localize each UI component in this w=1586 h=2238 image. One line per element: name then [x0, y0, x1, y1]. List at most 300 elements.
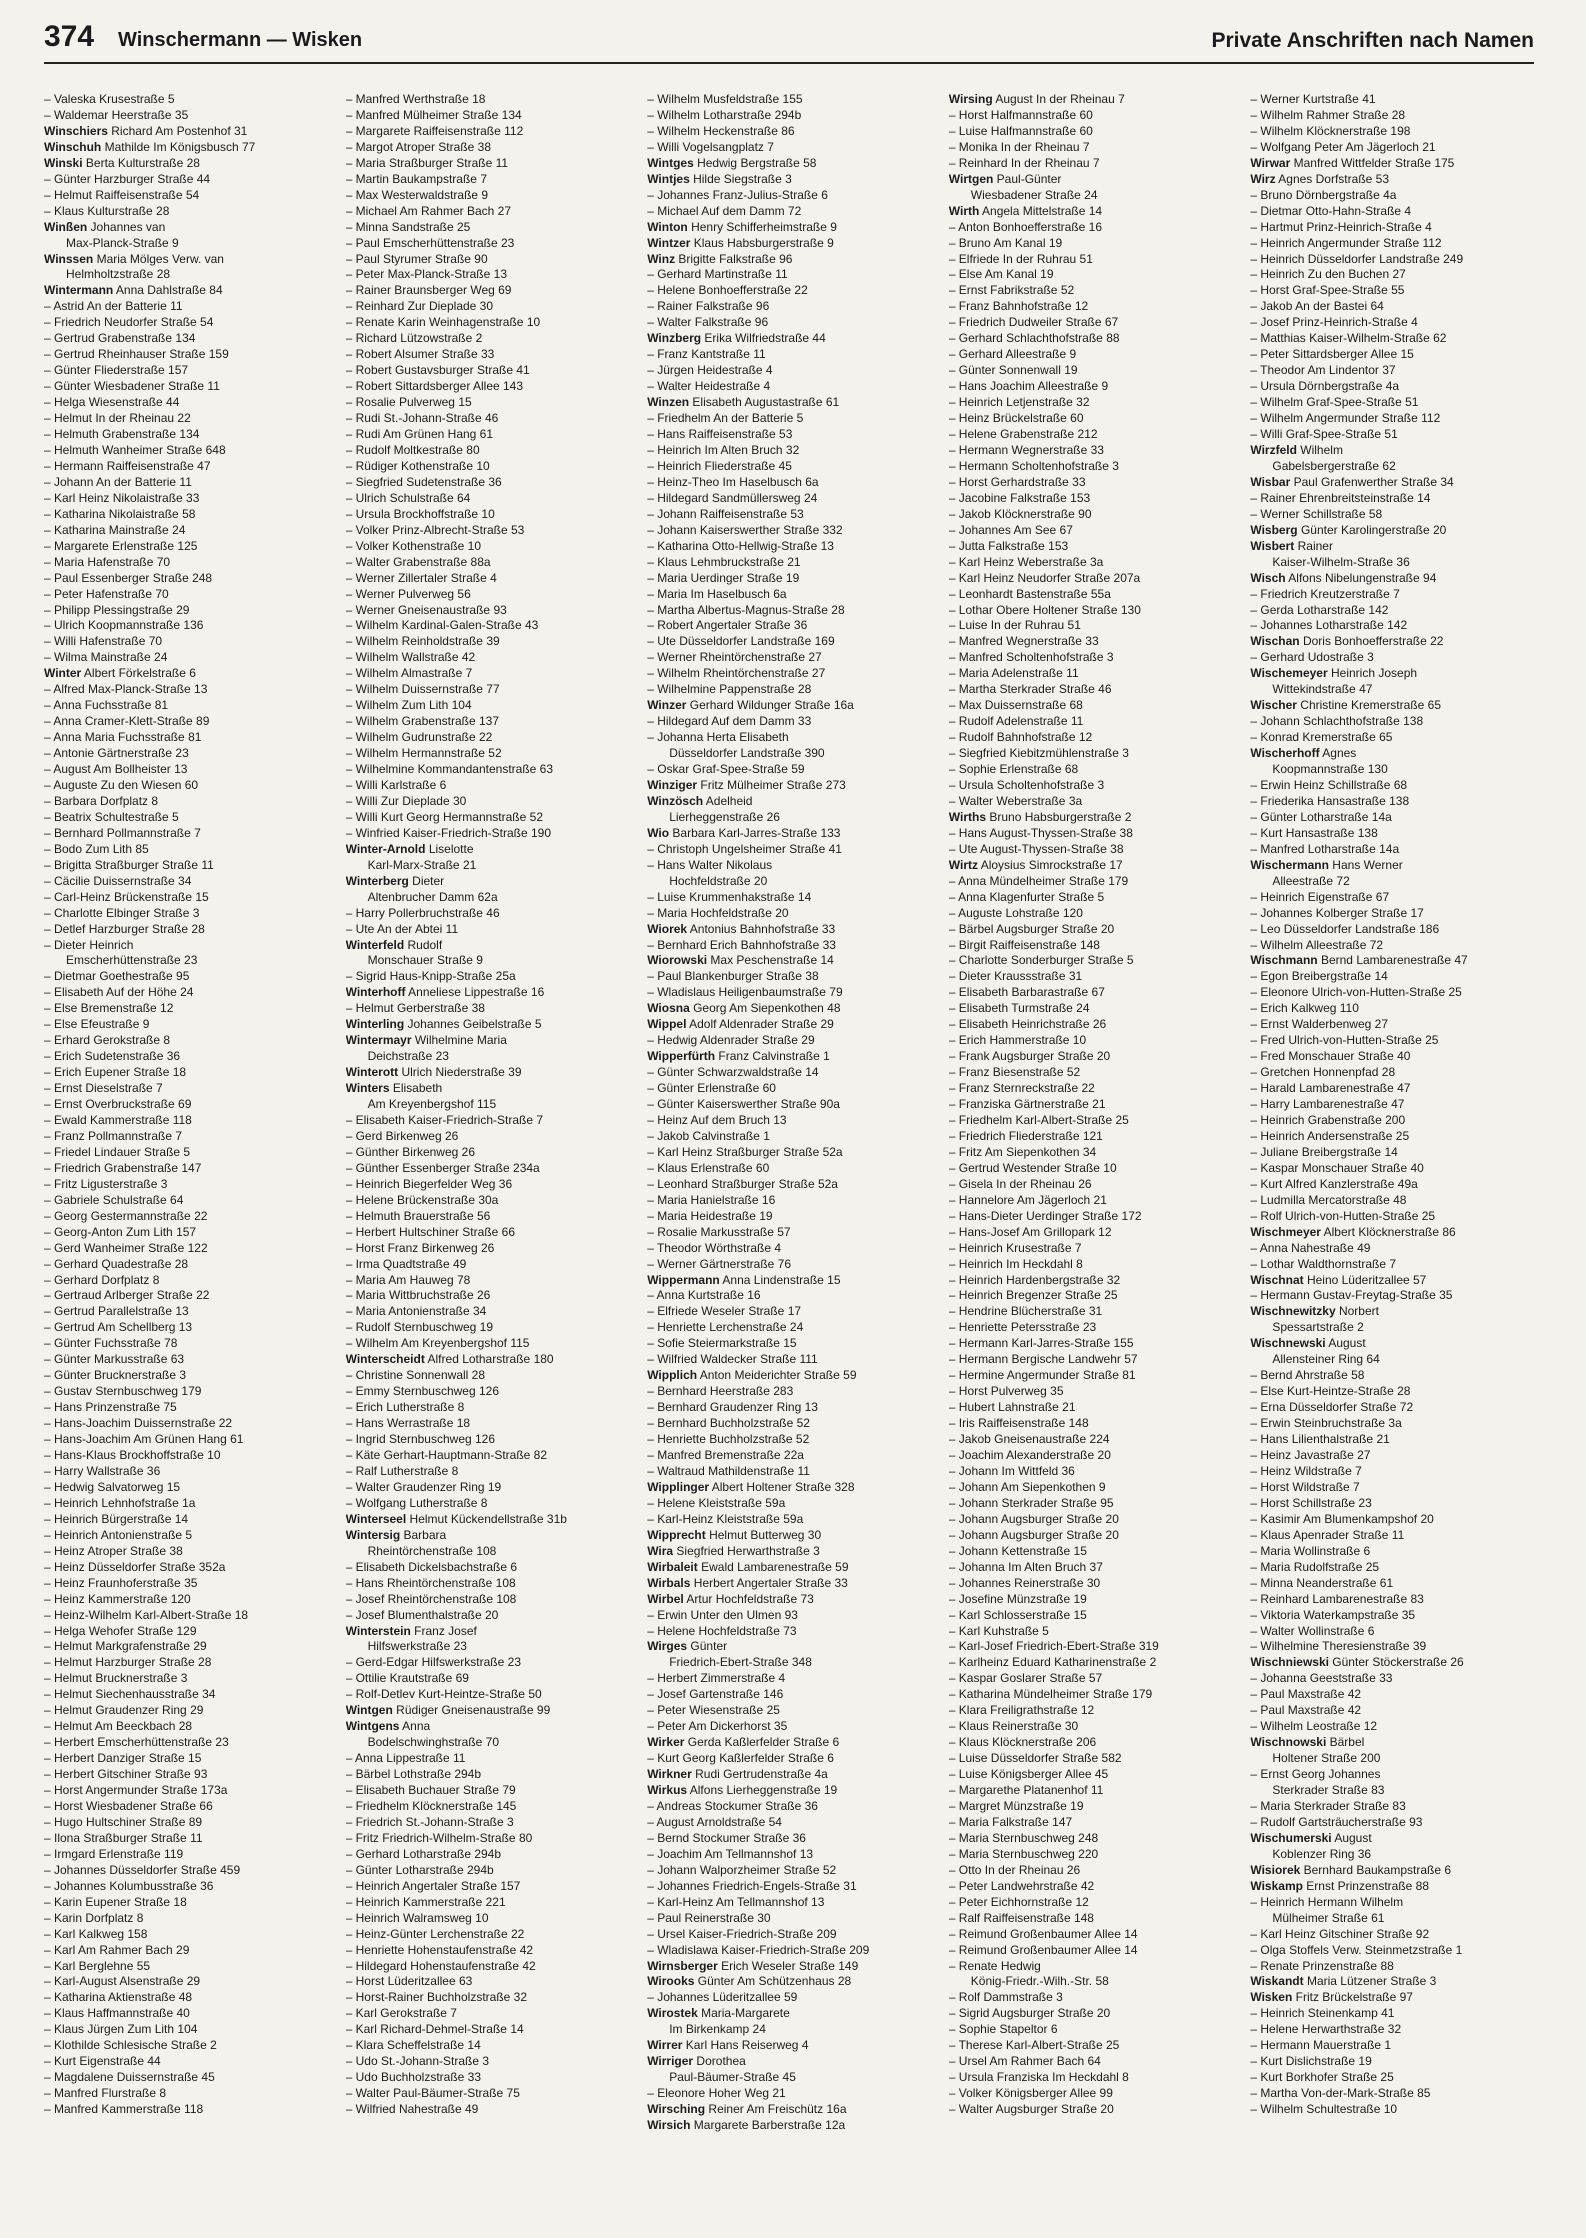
surname: Wisberg: [1250, 522, 1298, 537]
directory-entry: [44, 1464, 330, 1480]
directory-entry: [949, 682, 1235, 698]
entry-text: – Franz Bahnhofstraße 12: [948, 299, 1089, 314]
entry-text: – Paul Essenberger Straße 248: [44, 570, 213, 585]
entry-text: – Manfred Werthstraße 18: [345, 92, 486, 106]
entry-text: – Hans Lilienthalstraße 21: [1250, 1432, 1390, 1447]
directory-entry: [44, 2102, 330, 2118]
directory-entry: [647, 252, 933, 268]
directory-entry: [647, 2102, 933, 2118]
entry-text: – Gabriele Schulstraße 64: [44, 1192, 184, 1207]
directory-entry: [346, 906, 632, 922]
entry-text: – Horst Halfmannstraße 60: [948, 107, 1093, 122]
entry-text: – Günter Erlenstraße 60: [647, 1081, 776, 1096]
directory-entry: [949, 810, 1235, 826]
entry-text: Dieter: [408, 873, 445, 888]
directory-entry: [1250, 92, 1536, 108]
entry-text: – Fred Ulrich-von-Hutten-Straße 25: [1250, 1033, 1439, 1048]
entry-text: – Bruno Dörnbergstraße 4a: [1250, 187, 1397, 202]
directory-entry: [44, 315, 330, 331]
entry-text: – Käte Gerhart-Hauptmann-Straße 82: [345, 1448, 548, 1463]
directory-entry: [949, 1241, 1235, 1257]
directory-entry: [949, 252, 1235, 268]
directory-entry: [44, 1815, 330, 1831]
entry-text: – Kurt Alfred Kanzlerstraße 49a: [1250, 1176, 1418, 1191]
entry-text: – Gerd-Edgar Hilfswerkstraße 23: [345, 1655, 521, 1670]
entry-text: Artur Hochfeldstraße 73: [683, 1591, 814, 1606]
entry-text: – Martha Von-der-Mark-Straße 85: [1250, 2086, 1431, 2101]
entry-text: Franz Calvinstraße 1: [715, 1049, 830, 1064]
directory-entry: [346, 1161, 632, 1177]
directory-entry: [647, 1145, 933, 1161]
entry-text: – Sigrid Augsburger Straße 20: [948, 2006, 1111, 2021]
entry-text: – Henriette Petersstraße 23: [948, 1320, 1097, 1335]
directory-entry: [1250, 874, 1536, 890]
entry-text: – Ulrich Schulstraße 64: [345, 490, 471, 505]
entry-text: – Iris Raiffeisenstraße 148: [948, 1416, 1089, 1431]
entry-text: – Johannes Düsseldorfer Straße 459: [44, 1862, 241, 1877]
entry-text: – Karl Schlosserstraße 15: [948, 1607, 1087, 1622]
directory-entry: [647, 730, 933, 746]
surname: Wira: [647, 1543, 674, 1558]
entry-text: – Wilhelm Lotharstraße 294b: [647, 107, 802, 122]
entry-text: – Anna Kurtstraße 16: [647, 1288, 761, 1303]
surname: Wirges: [647, 1639, 688, 1654]
entry-text: – Antonie Gärtnerstraße 23: [44, 746, 189, 761]
directory-entry: [1250, 1815, 1536, 1831]
entry-text: – Udo Buchholzstraße 33: [345, 2070, 482, 2085]
entry-text: – Otto In der Rheinau 26: [948, 1862, 1081, 1877]
entry-text: – Helmut Harzburger Straße 28: [44, 1655, 212, 1670]
entry-text: – Gustav Sternbuschweg 179: [44, 1384, 202, 1399]
entry-text: – Walter Heidestraße 4: [647, 379, 771, 394]
directory-entry: [949, 1879, 1235, 1895]
directory-entry: [346, 1974, 632, 1990]
surname: Wischumerski: [1250, 1830, 1332, 1845]
entry-text: Am Kreyenbergshof 115: [367, 1097, 497, 1112]
directory-entry: [44, 1943, 330, 1959]
directory-entry: [647, 1783, 933, 1799]
directory-entry: [346, 1081, 632, 1097]
entry-text: Alfons Nibelungenstraße 94: [1285, 570, 1437, 585]
directory-entry: [346, 1815, 632, 1831]
directory-entry: [44, 299, 330, 315]
surname: Winski: [44, 155, 83, 170]
directory-entry: [647, 267, 933, 283]
directory-entry: [949, 778, 1235, 794]
directory-entry: [44, 714, 330, 730]
entry-text: – Johannes Lüderitzallee 59: [647, 1990, 798, 2005]
directory-entry: [949, 874, 1235, 890]
directory-entry: [1250, 1288, 1536, 1304]
directory-entry: [1250, 1177, 1536, 1193]
directory-entry: [44, 523, 330, 539]
entry-text: – Hans Werrastraße 18: [345, 1416, 471, 1431]
entry-text: – Helmut Siechenhausstraße 34: [44, 1687, 216, 1702]
entry-text: – Maria Sternbuschweg 248: [948, 1830, 1099, 1845]
directory-entry: [44, 1448, 330, 1464]
directory-entry: [1250, 1959, 1536, 1975]
directory-entry: [1250, 475, 1536, 491]
directory-entry: [949, 1033, 1235, 1049]
directory-entry: [949, 1639, 1235, 1655]
entry-text: Bruno Habsburgerstraße 2: [986, 809, 1132, 824]
entry-text: – Bernd Ahrstraße 58: [1250, 1368, 1365, 1383]
surname: Winter: [44, 666, 82, 681]
entry-text: – Karlheinz Eduard Katharinenstraße 2: [948, 1655, 1157, 1670]
entry-text: – Manfred Lotharstraße 14a: [1250, 841, 1400, 856]
directory-entry: [346, 1687, 632, 1703]
surname: Wiorek: [647, 921, 688, 936]
entry-text: – Katharina Nikolaistraße 58: [44, 506, 196, 521]
directory-entry: [647, 156, 933, 172]
entry-text: – Wilhelm Graf-Spee-Straße 51: [1250, 395, 1419, 410]
entry-text: – Egon Breibergstraße 14: [1250, 969, 1388, 984]
entry-text: – Elfriede In der Ruhrau 51: [948, 251, 1093, 266]
directory-entry: [44, 698, 330, 714]
entry-text: – Beatrix Schultestraße 5: [44, 809, 179, 824]
surname: Wirooks: [647, 1974, 695, 1989]
directory-entry: [346, 1927, 632, 1943]
entry-text: – Helene Herwarthstraße 32: [1250, 2022, 1402, 2037]
entry-text: – Elisabeth Barbarastraße 67: [948, 985, 1105, 1000]
entry-text: Hans Werner: [1328, 857, 1403, 872]
directory-entry: [346, 1879, 632, 1895]
entry-text: – Dietmar Otto-Hahn-Straße 4: [1250, 203, 1412, 218]
directory-column: [44, 92, 330, 2222]
entry-text: Fritz Brückelstraße 97: [1292, 1990, 1413, 2005]
entry-text: – Günter Markusstraße 63: [44, 1352, 185, 1367]
entry-text: – Heinz Javastraße 27: [1250, 1448, 1371, 1463]
entry-text: – Heinrich Im Alten Bruch 32: [647, 442, 800, 457]
directory-entry: [44, 1719, 330, 1735]
directory-entry: [647, 985, 933, 1001]
directory-entry: [1250, 331, 1536, 347]
directory-entry: [346, 1608, 632, 1624]
directory-entry: [949, 794, 1235, 810]
entry-text: – Kasimir Am Blumenkampshof 20: [1250, 1511, 1434, 1526]
directory-entry: [949, 634, 1235, 650]
directory-entry: [1250, 2102, 1536, 2118]
entry-text: – Heinrich Düsseldorfer Landstraße 249: [1250, 251, 1464, 266]
directory-entry: [44, 874, 330, 890]
entry-text: – Rudolf Gartsträucherstraße 93: [1250, 1814, 1423, 1829]
entry-text: – Heinrich Bürgerstraße 14: [44, 1511, 189, 1526]
directory-entry: [647, 379, 933, 395]
entry-text: – Günter Brucknerstraße 3: [44, 1368, 187, 1383]
entry-text: Helmut Kückendellstraße 31b: [406, 1511, 567, 1526]
entry-text: August In der Rheinau 7: [992, 92, 1125, 106]
entry-text: Hilfswerkstraße 23: [367, 1639, 467, 1654]
directory-entry: [647, 1592, 933, 1608]
entry-text: – Wilhelm Leostraße 12: [1250, 1719, 1378, 1734]
entry-text: – Rudolf Moltkestraße 80: [345, 442, 480, 457]
entry-text: – Horst Lüderitzallee 63: [345, 1974, 473, 1989]
entry-text: – Hartmut Prinz-Heinrich-Straße 4: [1250, 219, 1432, 234]
entry-text: – Hildegard Hohenstaufenstraße 42: [345, 1958, 536, 1973]
directory-entry: [346, 283, 632, 299]
entry-text: – Peter Max-Planck-Straße 13: [345, 267, 507, 282]
directory-entry: [647, 1719, 933, 1735]
directory-entry: [44, 331, 330, 347]
directory-entry: [44, 730, 330, 746]
entry-text: – Maria Sternbuschweg 220: [948, 1846, 1099, 1861]
directory-entry: [647, 953, 933, 969]
entry-text: – Margarethe Platanenhof 11: [948, 1783, 1104, 1798]
entry-text: – Franz Kantstraße 11: [647, 347, 766, 362]
entry-text: – Erwin Steinbruchstraße 3a: [1250, 1416, 1402, 1431]
directory-entry: [346, 746, 632, 762]
directory-entry: [647, 1017, 933, 1033]
directory-entry: [44, 1767, 330, 1783]
surname: Winßen: [44, 219, 88, 234]
surname: Wintjes: [647, 171, 690, 186]
surname: Wisiorek: [1250, 1862, 1301, 1877]
entry-text: – Helene Bonhoefferstraße 22: [647, 283, 808, 298]
entry-text: – Wolfgang Lutherstraße 8: [345, 1495, 488, 1510]
entry-text: – Hedwig Salvatorweg 15: [44, 1479, 181, 1494]
directory-entry: [1250, 1863, 1536, 1879]
entry-text: – Gretchen Honnenpfad 28: [1250, 1065, 1396, 1080]
entry-text: – Bernd Stockumer Straße 36: [647, 1830, 806, 1845]
directory-entry: [346, 443, 632, 459]
entry-text: – Horst Franz Birkenweg 26: [345, 1240, 495, 1255]
entry-text: – Wilfried Waldecker Straße 111: [647, 1352, 818, 1367]
directory-entry: [1250, 1576, 1536, 1592]
entry-text: August: [1331, 1830, 1372, 1845]
directory-entry: [647, 2054, 933, 2070]
entry-text: – Jakob An der Bastei 64: [1250, 299, 1384, 314]
directory-entry: [647, 1352, 933, 1368]
directory-entry: [1250, 1592, 1536, 1608]
entry-text: – Hermann Scholtenhofstraße 3: [948, 458, 1119, 473]
entry-text: – Sofie Steiermarkstraße 15: [647, 1336, 797, 1351]
directory-entry: [949, 204, 1235, 220]
entry-text: – Robert Sittardsberger Allee 143: [345, 379, 524, 394]
entry-text: – Manfred Bremenstraße 22a: [647, 1448, 804, 1463]
directory-entry: [647, 1751, 933, 1767]
surname: Wischermann: [1250, 857, 1329, 872]
entry-text: – Heinrich Krusestraße 7: [948, 1240, 1082, 1255]
entry-text: – Siegfried Sudetenstraße 36: [345, 474, 502, 489]
directory-entry: [1250, 156, 1536, 172]
entry-text: – Helmuth Wanheimer Straße 648: [44, 442, 226, 457]
directory-entry: [949, 1735, 1235, 1751]
directory-entry: [346, 1990, 632, 2006]
entry-text: – Maria Uerdinger Straße 19: [647, 570, 800, 585]
entry-text: – Margot Atroper Straße 38: [345, 139, 491, 154]
entry-text: – Johann Walporzheimer Straße 52: [647, 1862, 837, 1877]
directory-entry: [44, 1911, 330, 1927]
directory-entry: [1250, 698, 1536, 714]
directory-entry: [44, 2070, 330, 2086]
directory-entry: [949, 1368, 1235, 1384]
surname: Wirtgen: [948, 171, 994, 186]
entry-text: – Ernst Fabrikstraße 52: [948, 283, 1075, 298]
directory-entry: [1250, 794, 1536, 810]
entry-text: – Herbert Danziger Straße 15: [44, 1751, 202, 1766]
entry-text: – Gerd Wanheimer Straße 122: [44, 1240, 208, 1255]
entry-text: – Harry Pollerbruchstraße 46: [345, 905, 500, 920]
directory-entry: [647, 1974, 933, 1990]
entry-text: – Maria Heidestraße 19: [647, 1208, 773, 1223]
entry-text: – Eleonore Ulrich-von-Hutten-Straße 25: [1250, 985, 1462, 1000]
directory-entry: [1250, 1352, 1536, 1368]
directory-entry: [949, 938, 1235, 954]
entry-text: – Friedhelm Karl-Albert-Straße 25: [948, 1113, 1129, 1127]
directory-entry: [1250, 1161, 1536, 1177]
directory-entry: [949, 1480, 1235, 1496]
entry-text: – Johann Kaiserswerther Straße 332: [647, 522, 843, 537]
entry-text: – Anna Mündelheimer Straße 179: [948, 873, 1129, 888]
directory-entry: [647, 1368, 933, 1384]
directory-entry: [647, 1528, 933, 1544]
directory-entry: [949, 1911, 1235, 1927]
surname: Winzösch: [647, 793, 704, 808]
entry-text: – Ottilie Krautstraße 69: [345, 1671, 469, 1686]
directory-entry: [647, 1400, 933, 1416]
entry-text: Maria Mölges Verw. van: [93, 251, 224, 266]
entry-text: – Karl Kuhstraße 5: [948, 1623, 1049, 1638]
entry-text: – Rainer Braunsberger Weg 69: [345, 283, 512, 298]
entry-text: Paul Grafenwerther Straße 34: [1290, 474, 1454, 489]
directory-entry: [346, 220, 632, 236]
entry-text: – Wilhelm Grabenstraße 137: [345, 714, 499, 729]
entry-text: – Luise Halfmannstraße 60: [948, 123, 1093, 138]
entry-text: – Harry Wallstraße 36: [44, 1463, 161, 1478]
directory-entry: [1250, 172, 1536, 188]
directory-entry: [44, 124, 330, 140]
directory-entry: [949, 618, 1235, 634]
directory-entry: [346, 1544, 632, 1560]
entry-text: – Maria Sterkrader Straße 83: [1250, 1798, 1406, 1813]
directory-entry: [1250, 1001, 1536, 1017]
entry-text: – Reinhard In der Rheinau 7: [948, 155, 1100, 170]
entry-text: Bärbel: [1326, 1735, 1365, 1750]
directory-entry: [949, 1719, 1235, 1735]
entry-text: – Hans August-Thyssen-Straße 38: [948, 825, 1133, 840]
entry-text: – Heinz Wildstraße 7: [1250, 1463, 1362, 1478]
entry-text: – Elisabeth Auf der Höhe 24: [44, 985, 194, 1000]
entry-text: Albert Holtener Straße 328: [709, 1479, 855, 1494]
directory-entry: [44, 475, 330, 491]
entry-text: Sterkrader Straße 83: [1272, 1783, 1385, 1798]
directory-entry: [949, 1895, 1235, 1911]
directory-entry: [647, 634, 933, 650]
directory-entry: [1250, 2038, 1536, 2054]
entry-text: – Elisabeth Buchauer Straße 79: [345, 1783, 516, 1798]
directory-entry: [647, 1273, 933, 1289]
entry-text: – Hans Prinzenstraße 75: [44, 1400, 177, 1415]
directory-entry: [949, 475, 1235, 491]
directory-entry: [647, 1655, 933, 1671]
directory-entry: [44, 1895, 330, 1911]
directory-entry: [1250, 443, 1536, 459]
entry-text: – Rosalie Markusstraße 57: [647, 1224, 791, 1239]
directory-entry: [44, 1703, 330, 1719]
entry-text: – Jakob Gneisenaustraße 224: [948, 1432, 1110, 1447]
surname: Wischan: [1250, 634, 1300, 649]
entry-text: – Klara Freiligrathstraße 12: [948, 1703, 1095, 1718]
entry-text: Gerhard Wildunger Straße 16a: [686, 698, 854, 713]
entry-text: – Günter Kaiserswerther Straße 90a: [647, 1097, 840, 1112]
entry-text: – Gertraud Arlberger Straße 22: [44, 1288, 210, 1303]
directory-entry: [346, 1863, 632, 1879]
directory-entry: [346, 1384, 632, 1400]
directory-entry: [346, 666, 632, 682]
directory-entry: [647, 906, 933, 922]
directory-entry: [44, 2038, 330, 2054]
directory-entry: [346, 459, 632, 475]
entry-text: – Konrad Kremerstraße 65: [1250, 730, 1393, 745]
directory-entry: [346, 2102, 632, 2118]
entry-text: – Helga Wiesenstraße 44: [44, 395, 180, 410]
directory-entry: [346, 1288, 632, 1304]
entry-text: – Karl Heinz Straßburger Straße 52a: [647, 1144, 843, 1159]
surname: Wipplinger: [647, 1479, 710, 1494]
entry-text: – Heinrich Eigenstraße 67: [1250, 889, 1390, 904]
directory-column: [949, 92, 1235, 2222]
directory-entry: [647, 236, 933, 252]
entry-text: Mülheimer Straße 61: [1272, 1910, 1385, 1925]
directory-entry: [949, 347, 1235, 363]
entry-text: – Anton Bonhoefferstraße 16: [948, 219, 1103, 234]
directory-entry: [647, 1576, 933, 1592]
directory-entry: [44, 1241, 330, 1257]
entry-text: – Horst Wildstraße 7: [1250, 1479, 1360, 1494]
entry-text: – Henriette Lerchenstraße 24: [647, 1320, 804, 1335]
entry-text: – Dietmar Goethestraße 95: [44, 969, 190, 984]
directory-entry: [647, 1990, 933, 2006]
directory-entry: [44, 1336, 330, 1352]
entry-text: – Gisela In der Rheinau 26: [948, 1176, 1092, 1191]
entry-text: – Charlotte Sonderburger Straße 5: [948, 953, 1134, 968]
entry-text: – Walter Weberstraße 3a: [948, 793, 1083, 808]
entry-text: – Wilhelm Wallstraße 42: [345, 650, 476, 665]
directory-entry: [346, 1209, 632, 1225]
directory-entry: [44, 1145, 330, 1161]
directory-entry: [647, 427, 933, 443]
directory-entry: [346, 379, 632, 395]
directory-entry: [647, 363, 933, 379]
entry-text: – Bernhard Buchholzstraße 52: [647, 1416, 810, 1431]
surname: Wintges: [647, 155, 694, 170]
directory-entry: [647, 587, 933, 603]
entry-text: – Heinrich Hardenbergstraße 32: [948, 1272, 1121, 1287]
directory-entry: [1250, 1496, 1536, 1512]
entry-text: – Johannes Reinerstraße 30: [948, 1575, 1101, 1590]
entry-text: – Ernst Walderbenweg 27: [1250, 1017, 1389, 1032]
directory-entry: [1250, 2006, 1536, 2022]
directory-entry: [647, 555, 933, 571]
directory-entry: [346, 1320, 632, 1336]
directory-entry: [647, 1847, 933, 1863]
entry-text: – Wladislaus Heiligenbaumstraße 79: [647, 985, 843, 1000]
entry-text: – Leonhard Straßburger Straße 52a: [647, 1176, 838, 1191]
directory-entry: [44, 1608, 330, 1624]
entry-text: Altenbrucher Damm 62a: [367, 889, 498, 904]
entry-text: Gerda Kaßlerfelder Straße 6: [684, 1735, 840, 1750]
entry-text: – Auguste Zu den Wiesen 60: [44, 777, 199, 792]
entry-text: Spessartstraße 2: [1272, 1320, 1364, 1335]
entry-text: – Peter Sittardsberger Allee 15: [1250, 347, 1414, 362]
directory-entry: [44, 953, 330, 969]
entry-text: – Hildegard Auf dem Damm 33: [647, 714, 812, 729]
entry-text: Klaus Habsburgerstraße 9: [690, 235, 834, 250]
directory-entry: [346, 1241, 632, 1257]
directory-entry: [647, 539, 933, 555]
directory-entry: [346, 395, 632, 411]
entry-text: – Karl-Heinz Kleiststraße 59a: [647, 1511, 804, 1526]
